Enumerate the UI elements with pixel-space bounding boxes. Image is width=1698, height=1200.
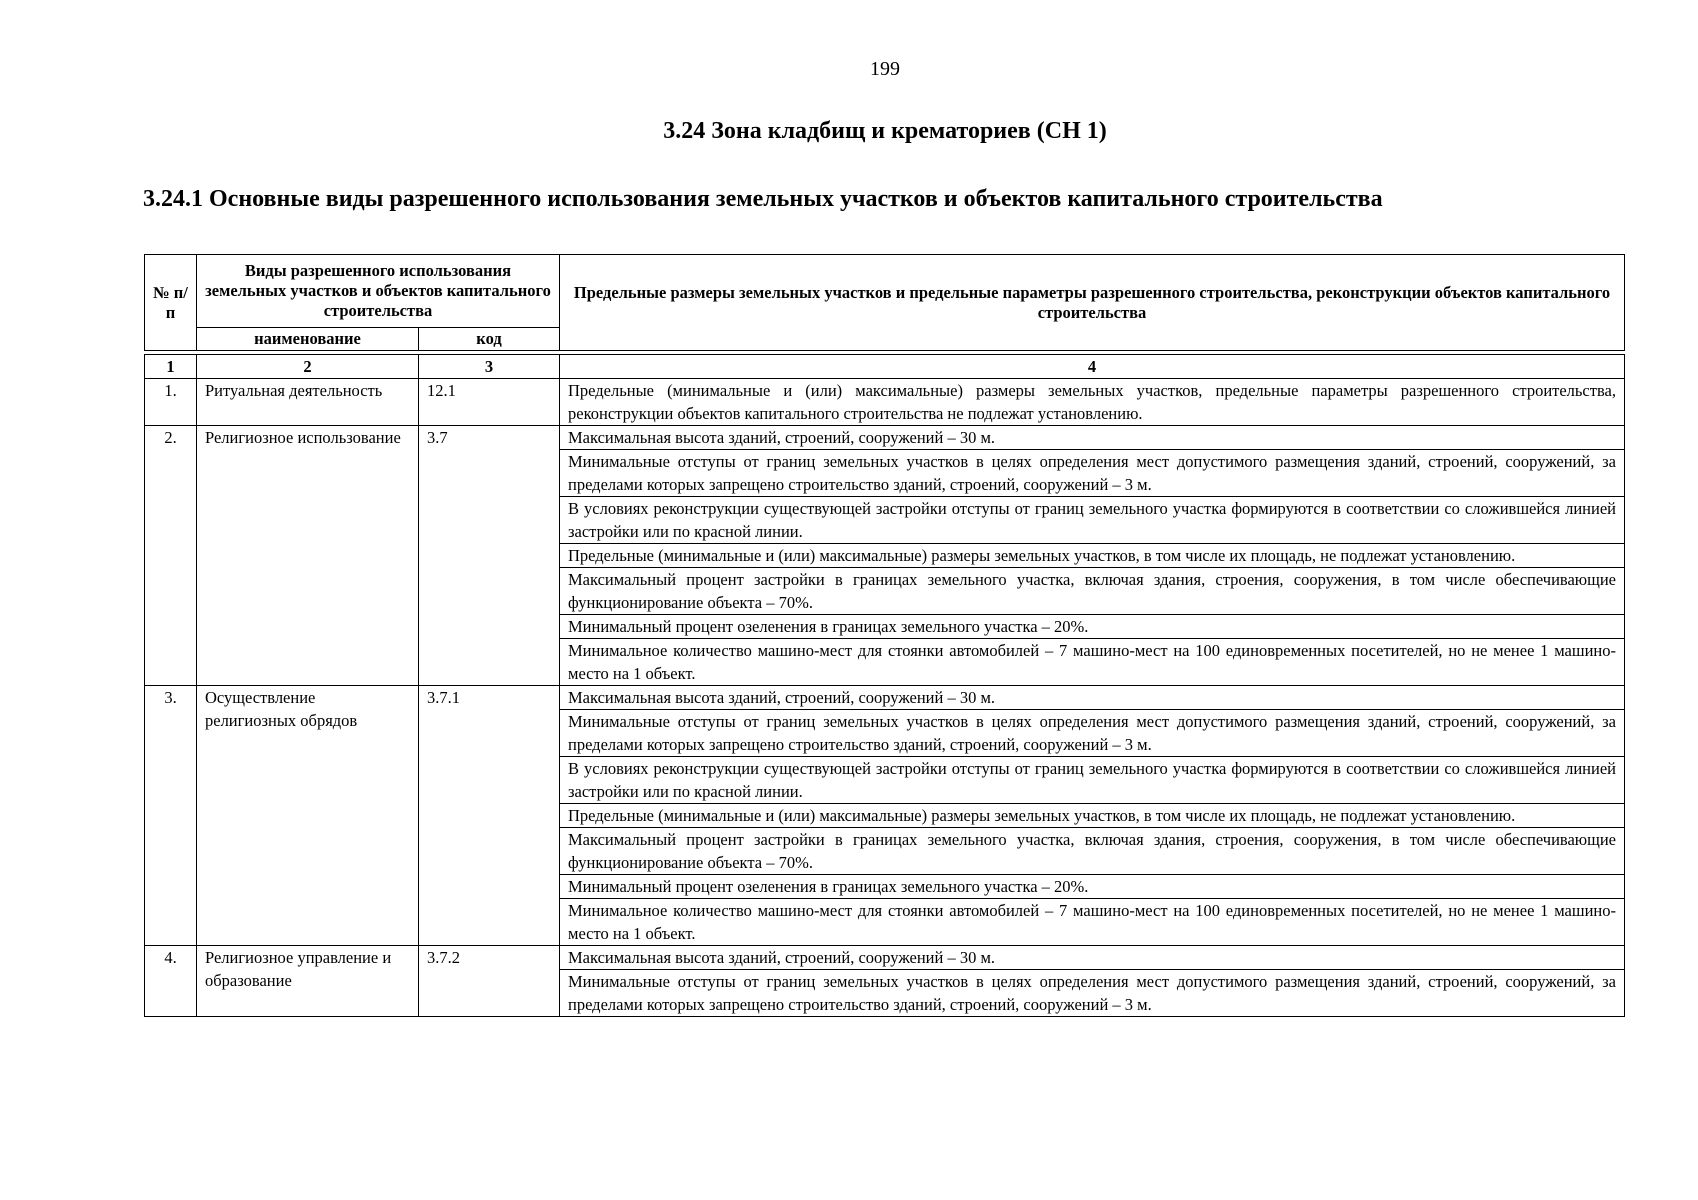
table-row [145,426,1625,450]
header-code: код [419,328,560,351]
row-number: 4. [145,946,197,1017]
parameter-text: Максимальная высота зданий, строений, сооружений – 30 м. [560,426,1625,450]
parameter-text: Минимальный процент озеленения в границах земельного участка – 20%. [560,875,1625,899]
row-number: 1. [145,379,197,426]
parameter-text: Минимальный процент озеленения в границах земельного участка – 20%. [560,615,1625,639]
parameter-text: Минимальное количество машино-мест для стоянки автомобилей – 7 машино-мест на 100 единовременных посетителей, но не менее 1 машино-место на 1 объект. [560,639,1625,686]
parameter-text: Минимальное количество машино-мест для стоянки автомобилей – 7 машино-мест на 100 единовременных посетителей, но не менее 1 машино-место на 1 объект. [560,899,1625,946]
parameter-text: Максимальный процент застройки в границах земельного участка, включая здания, строения, сооружения, в том числе обеспечивающие функционирование объекта – 70%. [560,828,1625,875]
parameter-text: Максимальный процент застройки в границах земельного участка, включая здания, строения, сооружения, в том числе обеспечивающие функционирование объекта – 70%. [560,568,1625,615]
parameter-text: В условиях реконструкции существующей застройки отступы от границ земельного участка формируются в соответствии со сложившейся линией застройки или по красной линии. [560,757,1625,804]
parameter-text: Минимальные отступы от границ земельных участков в целях определения мест допустимого размещения зданий, строений, сооружений, за пределами которых запрещено строительство зданий, строений, сооружений – 3 м. [560,450,1625,497]
column-number: 1 [145,355,197,379]
use-code: 3.7 [419,426,560,686]
use-code: 12.1 [419,379,560,426]
parameter-text: Минимальные отступы от границ земельных участков в целях определения мест допустимого размещения зданий, строений, сооружений, за пределами которых запрещено строительство зданий, строений, сооружений – 3 м. [560,710,1625,757]
header-name: наименование [197,328,419,351]
use-code: 3.7.1 [419,686,560,946]
parameter-text: Максимальная высота зданий, строений, сооружений – 30 м. [560,946,1625,970]
zone-title: 3.24 Зона кладбищ и крематориев (СН 1) [663,118,1107,144]
table-row [145,946,1625,970]
column-number-row [145,355,1625,379]
row-number: 3. [145,686,197,946]
table-header-row [145,255,1625,328]
header-types: Виды разрешенного использования земельных участков и объектов капитального строительства [197,255,560,328]
use-name: Религиозное управление и образование [197,946,419,1017]
parameter-text: Предельные (минимальные и (или) максимальные) размеры земельных участков, в том числе их площадь, не подлежат установлению. [560,804,1625,828]
row-number: 2. [145,426,197,686]
parameter-text: Максимальная высота зданий, строений, сооружений – 30 м. [560,686,1625,710]
parameter-text: Минимальные отступы от границ земельных участков в целях определения мест допустимого размещения зданий, строений, сооружений, за пределами которых запрещено строительство зданий, строений, сооружений – 3 м. [560,970,1625,1017]
use-code: 3.7.2 [419,946,560,1017]
use-name: Религиозное использование [197,426,419,686]
column-number: 4 [560,355,1625,379]
use-name: Осуществление религиозных обрядов [197,686,419,946]
parameter-text: В условиях реконструкции существующей застройки отступы от границ земельного участка формируются в соответствии со сложившейся линией застройки или по красной линии. [560,497,1625,544]
parameter-text: Предельные (минимальные и (или) максимальные) размеры земельных участков, в том числе их площадь, не подлежат установлению. [560,544,1625,568]
header-num: № п/п [145,255,197,351]
permitted-use-table [144,254,1625,1017]
column-number: 2 [197,355,419,379]
table-row [145,686,1625,710]
use-name: Ритуальная деятельность [197,379,419,426]
parameter-text: Предельные (минимальные и (или) максимальные) размеры земельных участков, предельные параметры разрешенного строительства, реконструкции объектов капитального строительства не подлежат установлению. [560,379,1625,426]
section-title: 3.24.1 Основные виды разрешенного использования земельных участков и объектов капитального строительства [143,186,1383,212]
page-number: 199 [870,58,900,80]
header-params: Предельные размеры земельных участков и предельные параметры разрешенного строительства, реконструкции объектов капитального строительства [560,255,1625,351]
column-number: 3 [419,355,560,379]
table-row [145,379,1625,426]
